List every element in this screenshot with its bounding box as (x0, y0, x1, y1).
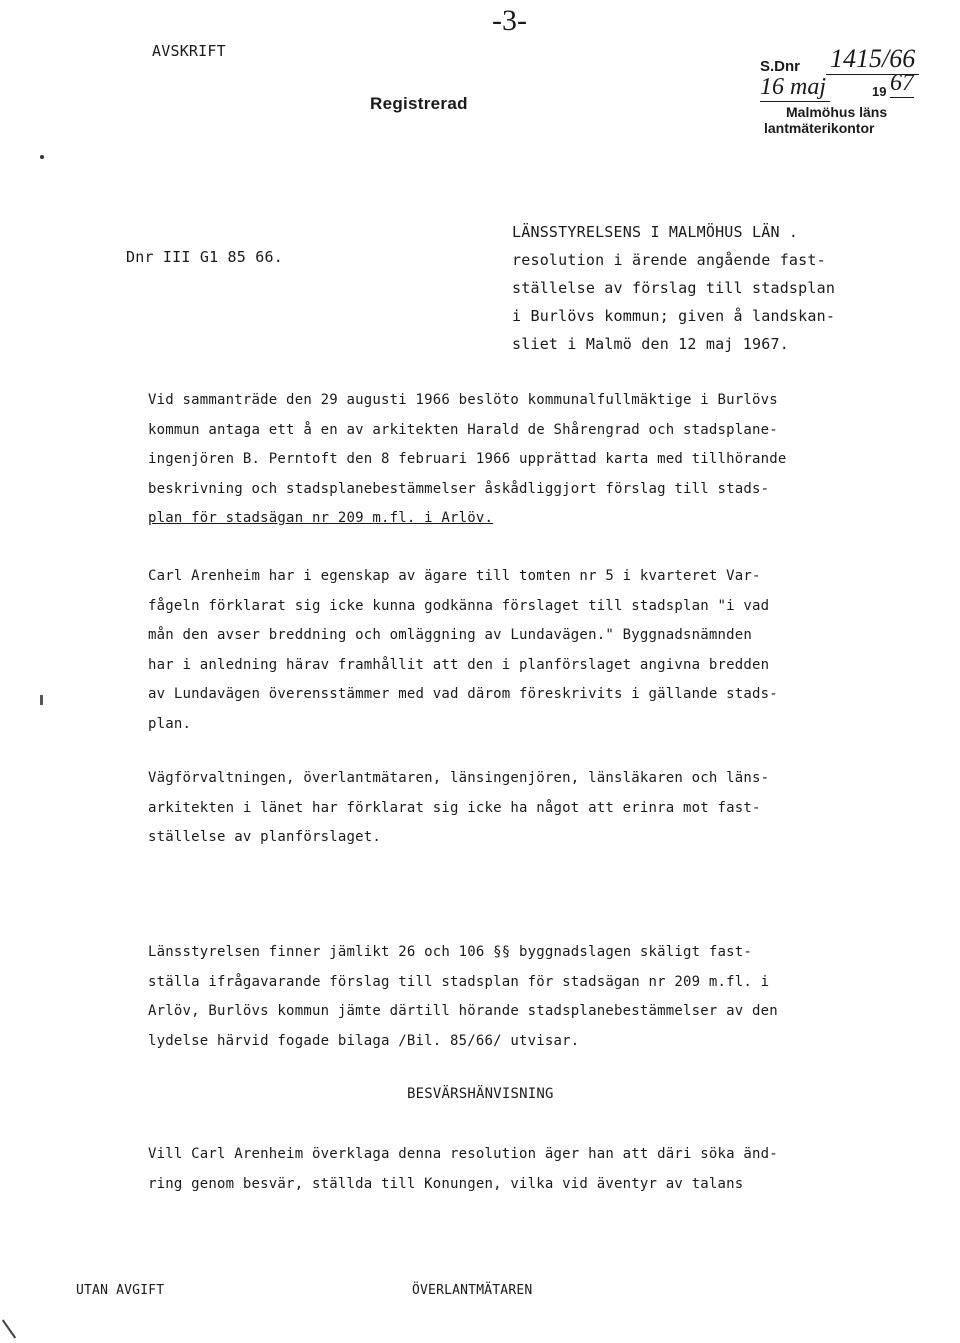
title-line: i Burlövs kommun; given å landskan- (512, 307, 836, 325)
text-line: Arlöv, Burlövs kommun jämte därtill hörande stadsplanebestämmelser av den (148, 1003, 778, 1019)
text-line: ställelse av planförslaget. (148, 829, 381, 845)
text-line: Länsstyrelsen finner jämlikt 26 och 106 §§ byggnadslagen skäligt fast- (148, 944, 753, 960)
paragraph-authorities (148, 764, 908, 853)
copy-label: AVSKRIFT (152, 42, 226, 60)
text-line: lydelse härvid fogade bilaga /Bil. 85/66/ utvisar. (148, 1032, 580, 1049)
paragraph-decision (148, 386, 908, 534)
text-line: Carl Arenheim har i egenskap av ägare till tomten nr 5 i kvarteret Var- (148, 568, 761, 584)
text-line: plan för stadsägan nr 209 m.fl. i Arlöv. (148, 510, 494, 526)
text-line: Vill Carl Arenheim överklaga denna resolution äger han att däri söka änd- (148, 1146, 778, 1162)
text-line: ring genom besvär, ställda till Konungen, vilka vid äventyr av talans (148, 1175, 744, 1192)
title-line: ställelse av förslag till stadsplan (512, 279, 836, 297)
text-line: arkitekten i länet har förklarat sig icke ha något att erinra mot fast- (148, 799, 761, 816)
date-handwritten: 16 maj (760, 74, 830, 102)
title-line: sliet i Malmö den 12 maj 1967. (512, 335, 789, 353)
date-year-handwritten: 67 (890, 70, 914, 96)
registered-stamp: Registrerad (370, 94, 468, 113)
text-line: ställa ifrågavarande förslag till stadsplan för stadsägan nr 209 m.fl. i (148, 973, 770, 990)
text-line: ingenjören B. Perntoft den 8 februari 1966 upprättad karta med tillhörande (148, 451, 787, 467)
title-block (512, 218, 835, 358)
page-number: -3- (492, 4, 527, 37)
text-line: har i anledning härav framhållit att den i planförslaget angivna bredden (148, 656, 770, 673)
date-year-prefix: 19 (872, 84, 887, 99)
scan-mark (40, 155, 44, 159)
scan-mark (2, 1319, 16, 1338)
dnr-prefix: S.Dnr (760, 58, 801, 75)
dnr-handwritten: 1415/66 (826, 44, 919, 75)
reference-dnr: Dnr III G1 85 66. (126, 248, 283, 266)
office-line-1: Malmöhus läns (786, 104, 888, 120)
footer-left: UTAN AVGIFT (76, 1283, 165, 1298)
title-line: LÄNSSTYRELSENS I MALMÖHUS LÄN . (512, 223, 799, 241)
paragraph-objection (148, 562, 908, 739)
paragraph-ruling (148, 938, 908, 1056)
registration-block (760, 44, 940, 134)
appeal-heading: BESVÄRSHÄNVISNING (407, 1086, 554, 1102)
title-line: resolution i ärende angående fast- (512, 251, 826, 269)
text-line: fågeln förklarat sig icke kunna godkänna förslaget till stadsplan "i vad (148, 597, 770, 614)
text-line: plan. (148, 715, 192, 732)
text-line: kommun antaga ett å en av arkitekten Harald de Shårengrad och stadsplane- (148, 421, 778, 438)
text-line: beskrivning och stadsplanebestämmelser åskådliggjort förslag till stads- (148, 480, 770, 497)
text-line: av Lundavägen överensstämmer med vad därom föreskrivits i gällande stads- (148, 686, 778, 702)
office-line-2: lantmäterikontor (764, 120, 875, 136)
scan-mark (40, 695, 43, 705)
text-line: Vid sammanträde den 29 augusti 1966 beslöto kommunalfullmäktige i Burlövs (148, 392, 778, 408)
paragraph-appeal (148, 1140, 908, 1199)
text-line: mån den avser breddning och omläggning av Lundavägen." Byggnadsnämnden (148, 627, 753, 643)
footer-center: ÖVERLANTMÄTAREN (412, 1283, 533, 1298)
text-line: Vägförvaltningen, överlantmätaren, länsingenjören, länsläkaren och läns- (148, 770, 770, 786)
